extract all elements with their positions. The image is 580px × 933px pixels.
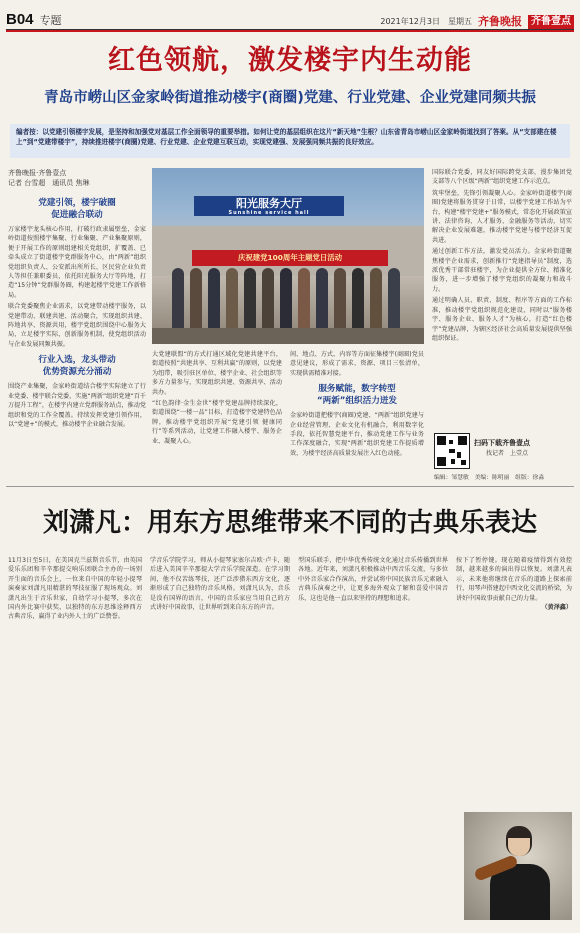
photo-person [352,268,364,330]
col1-paragraph-2: 联合党委聚焦企业需求，以党建带动楼宇服务，以党建带动、联建共建、活动聚合，实现组织共建、阵地共享、资源共用，楼宇党组织围绕中心服务大局，立足楼宇实际，创新服务机制，使党组织活动与企业发展同频共振。 [8,303,146,348]
article2-byline: （黄泽鑫） [541,604,572,612]
col4-paragraph-2: 筑牢堡垒，先锋引领凝聚人心。金家岭街道楼宇(商圈)党建将服务贯穿于日常，以楼宇党建工作站为平台，构建“楼宇党建+”服务模式，常态化开展政策宣讲、法律咨询、人才服务、金融服务等活动，切实解决企业发展难题，推动楼宇党建与楼宇经济互促共进。 [432,189,572,244]
qr-caption: 扫码下载齐鲁壹点 [474,439,530,447]
kicker [8,168,89,188]
photo-sign [194,196,344,216]
article2-col4 [456,556,572,808]
page-number: B04 [6,11,34,28]
col1-paragraph-3: 围绕产业集聚，金家岭街道结合楼宇实际建立了行业党委、楼宇联合党委，实施“两新”组织党建“百千万提升工程”，在楼宇内建立党群服务站点，推动党组织和党的工作全覆盖。持续发挥党建引领作用，以“党建+”的模式，推动楼宇企业融合发展。 [8,383,146,428]
article1-col2 [152,350,282,482]
article2-photo [464,812,572,920]
photo-person [262,268,274,330]
qr-finder [437,457,446,466]
subhead-3 [290,383,424,407]
qr-module [449,440,453,444]
subhead-3-line-2: “两新”组织活力迸发 [316,396,398,407]
photo-person [334,268,346,330]
article1-title: 红色领航，激发楼宇内生动能 [108,45,472,76]
article1-col4 [432,168,572,428]
section-name: 专题 [39,14,62,27]
qr-module [451,459,455,464]
page-header [6,3,574,30]
qr-module [461,460,466,465]
qr-finder [437,436,446,445]
qr-code [434,433,470,469]
article2-col2: 学音乐学院学习，师从小提琴家塞尔吉欧·卢卡，随后进入美国辛辛那提大学音乐学院深造。在学习期间，他不仅苦练琴技，还广泛涉猎东西方文化，逐渐形成了自己独特的音乐风格。刘潇凡认为，音乐是没有国界的语言，中国的音乐家应当用自己的方式讲好中国故事，让世界听到来自东方的声音。 [150,557,290,612]
qr-module [449,449,455,453]
photo-person [388,268,400,330]
photo-person [172,268,184,330]
photo-banner: 庆祝建党100周年主题党日活动 [192,250,388,266]
photo-sign-text: 阳光服务大厅 [236,197,302,210]
col4-paragraph-3: 通过创新工作方法，激发党员活力。金家岭街道聚焦楼宇企业需求，创新推行“党建指导员”制度，选派优秀干部常驻楼宇，为企业提供全方位、精准化服务，进一步增强了楼宇党组织的凝聚力和战斗力。 [432,248,572,293]
article1-lead: 编者按：以党建引领楼宇发展，是坚持和加强党对基层工作全面领导的重要举措。如何让党的基层组织在这片“新天地”生根？山东省青岛市崂山区金家岭街道找到了答案。从“支部建在楼上”到“党建带楼宇”，持续推进楼宇(商圈)党建、行业党建、企业党建互联互动，实现党建强、发展强同频共振的良好效应。 [10,124,570,158]
photo-person [316,268,328,330]
col2-paragraph-1: 大党建联盟“的方式打通区域化党建共建平台，街道按照“共建共享、互利共赢”的原则，以党建为纽带，吸引驻区单位、楼宇企业、社会组织等多方力量参与，实现组织共建、资源共享、活动共办。 [152,351,282,396]
header-right [380,15,574,29]
photo-person [298,268,310,330]
col3-paragraph-2: 金家岭街道把楼宇(商圈)党建、“两新”组织党建与企业经营管理、企业文化有机融合，利用数字化手段，依托智慧党建平台，推动党建工作与业务工作深度融合，实现“两新”组织党建工作提质增效，为楼宇经济高质量发展注入红色动能。 [290,412,424,457]
photo-person [208,268,220,330]
issue-date: 2021年12月3日 星期五 [380,17,472,26]
photo-floor [152,328,424,344]
article1-subtitle: 青岛市崂山区金家岭街道推动楼宇(商圈)党建、行业党建、企业党建同频共振 [44,90,536,106]
brand-logo-2: 齐鲁壹点 [528,15,574,29]
subhead-1-line-2: 促进融合联动 [51,210,103,220]
col4-text: 按下了暂停键。现在随着疫情得到有效控制，越来越多的演出得以恢复。刘潇凡表示，未来他将继续在音乐的道路上探索前行，用琴声搭建起中西文化交流的桥梁，为讲好中国故事贡献自己的力量。 [456,557,572,602]
qr-module [457,452,461,458]
kicker-line-1: 齐鲁晚报·齐鲁壹点 [8,169,67,177]
article2-title: 刘潇凡：用东方思维带来不同的古典乐表达 [42,508,537,538]
article-divider [6,486,574,487]
photo-sign-english: Sunshine service hall [228,210,310,216]
article1-col1 [8,192,146,482]
col4-paragraph-4: 通过明确人员、职责、制度、程序等方面的工作标准，推动楼宇党组织规范化建设，同时以“服务楼宇、服务企业、服务人才”为核心，打造“红色楼宇”党建品牌，为辖区经济社会高质量发展提供坚强组织保证。 [432,297,572,342]
subhead-2 [8,354,146,378]
subhead-3-line-1: 服务赋能，数字转型 [318,384,396,395]
header-divider [6,30,574,32]
photo-person [226,268,238,330]
kicker-line-2: 记者 台雪超 通讯员 焦琳 [8,179,90,187]
photo-person [280,268,292,330]
qr-finder [458,436,467,445]
article1-photo [152,168,424,344]
photo-person [190,268,202,330]
article2-col1: 11月3日至5日，在美国克兰兹斯音乐节，由英国爱乐乐团和辛辛那提交响乐团联合主办的一场别开生面的音乐会上，一位来自中国的年轻小提琴演奏家刘潇凡用精湛的琴技征服了现场观众。刘潇凡出生于音乐世家，自幼学习小提琴，多次在国内外比赛中获奖，以独特的东方思维诠释西方古典音乐，赢得了业内外人士的广泛赞誉。 [8,557,142,621]
subhead-2-line-2: 优势资源充分涌动 [42,367,112,378]
photo-musician-face [508,838,530,856]
qr-caption-2: 找记者 上壹点 [486,450,529,457]
subhead-1-line-1: 党建引领，楼宇破圈 [38,198,116,208]
col2-paragraph-2: “红色韵律·金生金世”楼宇党建品牌持续深化，街道围绕“一楼一品”目标，打造楼宇党建特色品牌，推动楼宇党组织开展“党建引领 健康同行”等系列活动，让党建工作融入楼宇、服务企业、凝聚人心。 [152,400,282,445]
col3-paragraph-1: 间、地点、方式、内容等方面征集楼宇(商圈)党员意见建议，形成了需求、资源、项目三张清单，实现供需精准对接。 [290,351,424,377]
photo-person [244,268,256,330]
editors-credit: 编辑：邹慧敏 美编：陈明丽 组版：徐淼 [434,475,545,481]
subhead-1 [8,197,146,221]
article1-col3 [290,350,424,482]
col4-paragraph-1: 国际联合党委，同友好国际跨党支部，漫步集团党支部等八个区级“两新”组织党建工作示范点。 [432,169,572,186]
col1-paragraph-1: 万家楼宇龙头核心作用，打破行政隶属壁垒，金家岭街道按照楼宇集聚、行业集聚、产业集聚原则，便于开展工作的原则组建相关党组织，扩覆盖、已牵头成立了街道楼宇党群服务中心，由“两新”组织党组织负责人、公安派出所所长、区民营企业负责人等担任兼职委员，依托阳光服务大厅等阵地，打造“15分钟”党群服务圈，构建起楼宇党建工作新格局。 [8,226,146,299]
photo-person [370,268,382,330]
subhead-2-line-1: 行业入选，龙头带动 [38,355,116,366]
article2-col3: 型国乐联手，把中华优秀传统文化通过音乐传播到世界各地。近年来，刘潇凡积极推动中西音乐交流，与多位中外音乐家合作演出，并尝试将中国民族音乐元素融入古典乐演奏之中，让更多海外观众了解和喜爱中国音乐，这也是他一直以来坚持的理想和追求。 [298,557,448,602]
brand-logo: 齐鲁晚报 [478,15,522,28]
